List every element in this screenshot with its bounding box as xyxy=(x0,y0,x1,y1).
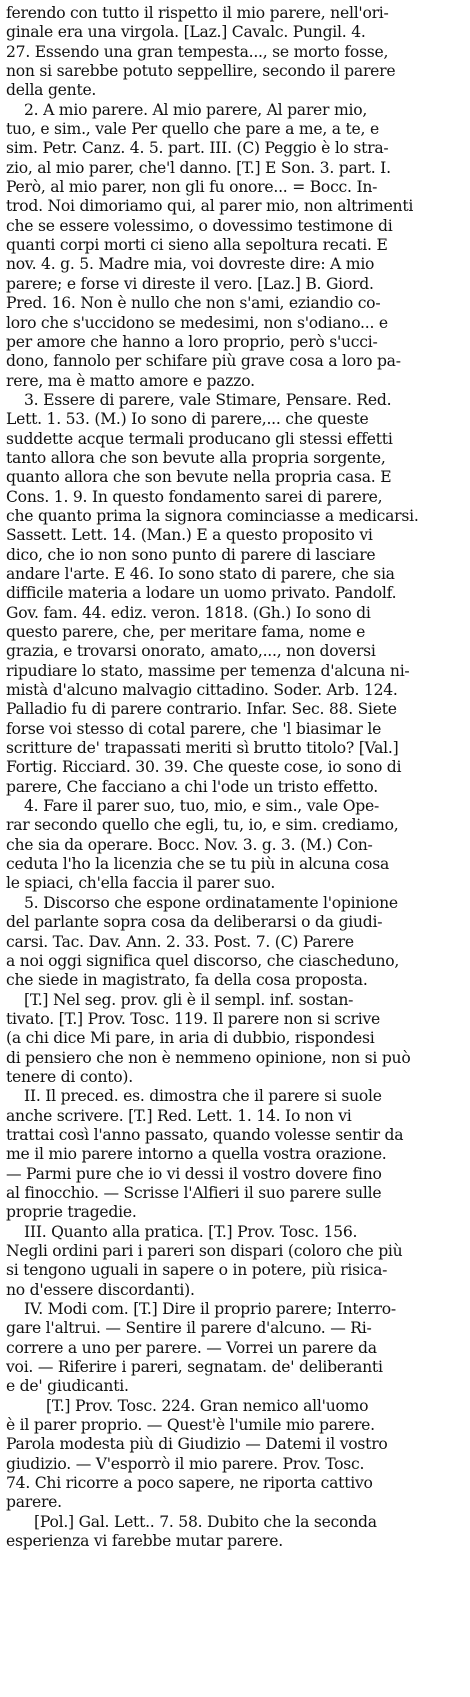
proverb-heading: [T.] Prov. Tosc. 224. Gran nemico all'uomo xyxy=(46,1396,369,1415)
text-line: Sassett. Lett. 14. (Man.) E a questo proposito vi xyxy=(6,526,373,545)
text-line: al finocchio. — Scrisse l'Alfieri il suo parere sulle xyxy=(6,1183,382,1202)
text-line: che quanto prima la signora cominciasse a medicarsi. xyxy=(6,506,419,525)
section-5-heading: 5. Discorso che espone ordinatamente l'opinione xyxy=(24,893,398,912)
text-line: anche scrivere. [T.] Red. Lett. 1. 14. Io non vi xyxy=(6,1106,352,1125)
text-line: zio, al mio parer, che'l danno. [T.] E Son. 3. part. I. xyxy=(6,158,391,177)
text-line: per amore che hanno a loro proprio, però s'ucci- xyxy=(6,332,378,351)
text-line: (a chi dice Mi pare, in aria di dubbio, rispondesi xyxy=(6,1029,375,1048)
text-line: Però, al mio parer, non gli fu onore... = Bocc. In- xyxy=(6,178,378,197)
text-line: loro che s'uccidono se medesimi, non s'odiano... e xyxy=(6,313,388,332)
text-line: dico, che io non sono punto di parere di lasciare xyxy=(6,545,376,564)
text-line: tanto allora che son bevute alla propria sorgente, xyxy=(6,448,386,467)
section-2-heading: 2. A mio parere. Al mio parere, Al parer mio, xyxy=(24,100,368,119)
text-line: giudizio. — V'esporrò il mio parere. Prov. Tosc. xyxy=(6,1454,365,1473)
text-line: tuo, e sim., vale Per quello che pare a me, a te, e xyxy=(6,120,379,139)
section-3-heading: 3. Essere di parere, vale Stimare, Pensare. Red. xyxy=(24,390,392,409)
text-line: Negli ordini pari i pareri son dispari (coloro che più xyxy=(6,1242,403,1260)
text-line: andare l'arte. E 46. Io sono stato di parere, che sia xyxy=(6,564,395,583)
text-line: 27. Essendo una gran tempesta..., se morto fosse, xyxy=(6,42,389,61)
text-line: che se essere volessimo, o dovessimo testimone di xyxy=(6,216,393,235)
text-line: le spiaci, ch'ella faccia il parer suo. xyxy=(6,874,276,893)
text-line: parere. xyxy=(6,1493,62,1512)
text-line: si tengono uguali in sapere o in potere, più risica- xyxy=(6,1261,388,1280)
text-line: nov. 4. g. 5. Madre mia, voi dovreste dire: A mio xyxy=(6,255,375,274)
text-line: correre a uno per parere. — Vorrei un parere da xyxy=(6,1338,377,1357)
text-line: — Parmi pure che io vi dessi il vostro dovere fino xyxy=(6,1164,382,1183)
text-line: tenere di conto). xyxy=(6,1067,133,1086)
citation-heading: [Pol.] Gal. Lett.. 7. 58. Dubito che la seconda xyxy=(34,1512,377,1531)
section-III-heading: III. Quanto alla pratica. [T.] Prov. Tosc. 156. xyxy=(24,1222,358,1241)
text-line: parere; e forse vi direste il vero. [Laz.] B. Giord. xyxy=(6,274,374,293)
text-line: suddette acque termali producano gli stessi effetti xyxy=(6,429,393,448)
text-line: tivato. [T.] Prov. Tosc. 119. Il parere non si scrive xyxy=(6,1009,381,1028)
section-IV-heading: IV. Modi com. [T.] Dire il proprio parere; Interro- xyxy=(24,1300,396,1319)
text-line: che siede in magistrato, fa della cosa proposta. xyxy=(6,971,368,990)
text-line: Parola modesta più di Giudizio — Datemi il vostro xyxy=(6,1435,388,1454)
text-line: ceduta l'ho la licenzia che se tu più in alcuna cosa xyxy=(6,855,389,874)
text-line: proprie tragedie. xyxy=(6,1203,137,1222)
text-line: difficile materia a lodare un uomo privato. Pandolf. xyxy=(6,584,397,603)
text-line: è il parer proprio. — Quest'è l'umile mio parere. xyxy=(6,1416,375,1435)
text-line: scritture de' trapassati meriti sì brutto titolo? [Val.] xyxy=(6,739,399,758)
section-4-heading: 4. Fare il parer suo, tuo, mio, e sim., vale Ope- xyxy=(24,797,379,816)
text-line: 74. Chi ricorre a poco sapere, ne riporta cattivo xyxy=(6,1474,373,1493)
text-line: rar secondo quello che egli, tu, io, e sim. crediamo, xyxy=(6,816,399,835)
text-line: questo parere, che, per meritare fama, nome e xyxy=(6,623,366,641)
text-line: e de' giudicanti. xyxy=(6,1377,129,1396)
text-line: Cons. 1. 9. In questo fondamento sarei di parere, xyxy=(6,487,383,506)
text-line: gare l'altrui. — Sentire il parere d'alcuno. — Ri- xyxy=(6,1319,372,1338)
text-line: ginale era una virgola. [Laz.] Cavalc. Pungil. 4. xyxy=(6,23,366,42)
text-line: di pensiero che non è nemmeno opinione, non si può xyxy=(6,1048,411,1067)
text-line: me il mio parere intorno a quella vostra orazione. xyxy=(6,1145,387,1164)
note-heading: [T.] Nel seg. prov. gli è il sempl. inf. sostan- xyxy=(24,990,354,1009)
text-line: a noi oggi significa quel discorso, che ciascheduno, xyxy=(6,951,400,970)
text-line: Palladio fu di parere contrario. Infar. Sec. 88. Siete xyxy=(6,700,397,719)
text-line: quanti corpi morti ci sieno alla sepoltura recati. E xyxy=(6,236,388,255)
text-line: Gov. fam. 44. ediz. veron. 1818. (Gh.) Io sono di xyxy=(6,603,371,622)
text-line: ripudiare lo stato, massime per temenza d'alcuna ni- xyxy=(6,661,410,680)
text-line: voi. — Riferire i pareri, segnatam. de' deliberanti xyxy=(6,1358,383,1377)
text-line: che sia da operare. Bocc. Nov. 3. g. 3. (M.) Con- xyxy=(6,835,373,854)
text-line: trattai così l'anno passato, quando volesse sentir da xyxy=(6,1125,404,1144)
text-line: trod. Noi dimoriamo qui, al parer mio, non altrimenti xyxy=(6,197,414,216)
text-line: mistà d'alcuno malvagio cittadino. Soder. Arb. 124. xyxy=(6,681,398,700)
text-line: parere, Che facciano a chi l'ode un tristo effetto. xyxy=(6,777,378,796)
text-line: della gente. xyxy=(6,81,97,100)
text-line: grazia, e trovarsi onorato, amato,..., non doversi xyxy=(6,642,376,661)
text-line: ferendo con tutto il rispetto il mio parere, nell'ori- xyxy=(6,4,389,22)
text-line: esperienza vi farebbe mutar parere. xyxy=(6,1532,283,1551)
text-line: Pred. 16. Non è nullo che non s'ami, eziandio co- xyxy=(6,294,381,313)
section-II-heading: II. Il preced. es. dimostra che il parere si suole xyxy=(24,1087,382,1106)
text-line: dono, fannolo per schifare più grave cosa a loro pa- xyxy=(6,352,401,371)
text-line: sim. Petr. Canz. 4. 5. part. III. (C) Peggio è lo stra- xyxy=(6,139,389,158)
text-line: carsi. Tac. Dav. Ann. 2. 33. Post. 7. (C) Parere xyxy=(6,932,354,951)
text-line: forse voi stesso di cotal parere, che 'l biasimar le xyxy=(6,719,382,738)
text-line: del parlante sopra cosa da deliberarsi o da giudi- xyxy=(6,913,383,932)
text-line: Lett. 1. 53. (M.) Io sono di parere,... che queste xyxy=(6,410,369,429)
text-line: non si sarebbe potuto seppellire, secondo il parere xyxy=(6,62,396,81)
text-line: Fortig. Ricciard. 30. 39. Che queste cose, io sono di xyxy=(6,758,402,777)
text-line: quanto allora che son bevute nella propria casa. E xyxy=(6,468,392,487)
text-line: no d'essere discordanti). xyxy=(6,1280,195,1299)
text-line: rere, ma è matto amore e pazzo. xyxy=(6,371,255,390)
